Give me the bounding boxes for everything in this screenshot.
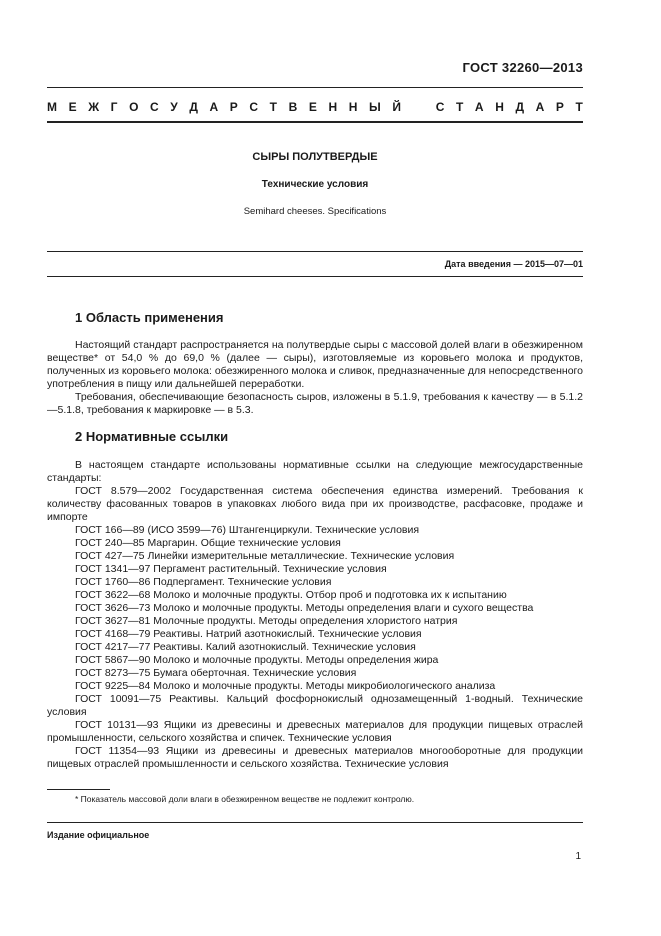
reference-item: ГОСТ 240—85 Маргарин. Общие технические условия — [75, 537, 341, 549]
section-1-body — [47, 339, 583, 417]
section-2-heading: 2 Нормативные ссылки — [75, 429, 229, 444]
reference-item: ГОСТ 427—75 Линейки измерительные металлические. Технические условия — [75, 550, 455, 562]
introduction-date: Дата введения — 2015—07—01 — [444, 259, 583, 269]
english-title: Semihard cheeses. Specifications — [243, 206, 387, 217]
reference-item: ГОСТ 11354—93 Ящики из древесины и древесных материалов многооборотные для продукции пищевых отраслей промышленности и сельского хозяйства. Технические условия — [47, 745, 583, 770]
reference-item: ГОСТ 4168—79 Реактивы. Натрий азотнокислый. Технические условия — [75, 628, 422, 640]
requirements-paragraph: Требования, обеспечивающие безопасность сыров, изложены в 5.1.9, требования к качеству — в 5.1.2—5.1.8, требования к маркировке — в 5.3. — [47, 391, 583, 416]
standard-type-letter: С — [150, 100, 159, 114]
reference-item: ГОСТ 166—89 (ИСО 3599—76) Штангенциркули. Технические условия — [75, 524, 420, 536]
standard-type-letter: С — [249, 100, 259, 114]
standard-type-letter: О — [129, 100, 139, 114]
reference-item: ГОСТ 3626—73 Молоко и молочные продукты. Методы определения влаги и сухого вещества — [75, 602, 534, 614]
footnote-rule — [47, 789, 110, 790]
standard-type-letter: Е — [68, 100, 77, 114]
scope-paragraph: Настоящий стандарт распространяется на полутвердые сыры с массовой долей влаги в обезжиренном веществе* от 54,0 % до 69,0 % (далее — сыры), изготовляемые из коровьего молока и продуктов, полученных из коровьего молока: обезжиренного молока и сливок, предназначенные для непосредственного употребления в пищу или дальнейшей переработки. — [47, 339, 583, 390]
standard-type-letter: С — [435, 100, 445, 114]
standard-type-letter: Г — [110, 100, 118, 114]
standard-type-letter: Д — [515, 100, 525, 114]
reference-item: ГОСТ 8.579—2002 Государственная система обеспечения единства измерений. Требования к количеству фасованных товаров в упаковках любого вида при их производстве, расфасовке, продаже и импорте — [47, 485, 583, 523]
standard-type-letter: Т — [575, 100, 583, 114]
standard-type-letter: А — [535, 100, 545, 114]
header-top-rule — [47, 87, 583, 88]
official-edition-label: Издание официальное — [47, 830, 150, 840]
page-number: 1 — [575, 851, 581, 862]
standard-type-letter: Т — [269, 100, 277, 114]
footnote: * Показатель массовой доли влаги в обезжиренном веществе не подлежит контролю. — [75, 794, 415, 804]
standard-type-letter: Н — [495, 100, 504, 114]
reference-item: ГОСТ 9225—84 Молоко и молочные продукты. Методы микробиологического анализа — [75, 680, 496, 692]
document-code: ГОСТ 32260—2013 — [462, 60, 583, 75]
standard-type-letter: Т — [455, 100, 464, 114]
document-title: СЫРЫ ПОЛУТВЕРДЫЕ — [252, 151, 378, 163]
reference-item: ГОСТ 8273—75 Бумага оберточная. Технические условия — [75, 667, 357, 679]
standard-type-letter: М — [47, 100, 57, 114]
standard-type-letter: Д — [189, 100, 198, 114]
reference-item: ГОСТ 1341—97 Пергамент растительный. Технические условия — [75, 563, 387, 575]
date-bottom-rule — [47, 276, 583, 277]
reference-item: ГОСТ 1760—86 Подпергамент. Технические условия — [75, 576, 332, 588]
reference-item: ГОСТ 3622—68 Молоко и молочные продукты. Отбор проб и подготовка их к испытанию — [75, 589, 507, 601]
standard-type-letter: В — [288, 100, 298, 114]
standard-type-label — [47, 100, 583, 114]
standard-type-letter: Ы — [368, 100, 381, 114]
reference-item: ГОСТ 3627—81 Молочные продукты. Методы определения хлористого натрия — [75, 615, 458, 627]
standard-type-letter: Н — [328, 100, 338, 114]
standard-type-letter: У — [170, 100, 178, 114]
standard-type-letter: Й — [392, 100, 401, 114]
standard-type-letter: А — [474, 100, 484, 114]
reference-item: ГОСТ 10131—93 Ящики из древесины и древесных материалов для продукции пищевых отраслей промышленности, сельского хозяйства и спичек. Технические условия — [47, 719, 583, 744]
reference-item: ГОСТ 5867—90 Молоко и молочные продукты. Методы определения жира — [75, 654, 439, 666]
header-bottom-rule — [47, 121, 583, 123]
references-intro: В настоящем стандарте использованы нормативные ссылки на следующие межгосударственные стандарты: — [47, 459, 583, 484]
reference-item: ГОСТ 10091—75 Реактивы. Кальций фосфорнокислый однозамещенный 1-водный. Технические условия — [47, 693, 583, 718]
date-top-rule — [47, 251, 583, 252]
footer-rule — [47, 822, 583, 823]
document-subtitle: Технические условия — [261, 179, 369, 190]
standard-type-letter: Р — [555, 100, 564, 114]
section-2-body — [47, 459, 583, 771]
standard-type-letter: Р — [229, 100, 238, 114]
standard-type-letter: Е — [308, 100, 317, 114]
section-1-heading: 1 Область применения — [75, 310, 224, 325]
standard-type-letter: А — [209, 100, 219, 114]
standard-type-letter: Н — [348, 100, 358, 114]
standard-type-letter: Ж — [88, 100, 100, 114]
reference-item: ГОСТ 4217—77 Реактивы. Калий азотнокислый. Технические условия — [75, 641, 416, 653]
